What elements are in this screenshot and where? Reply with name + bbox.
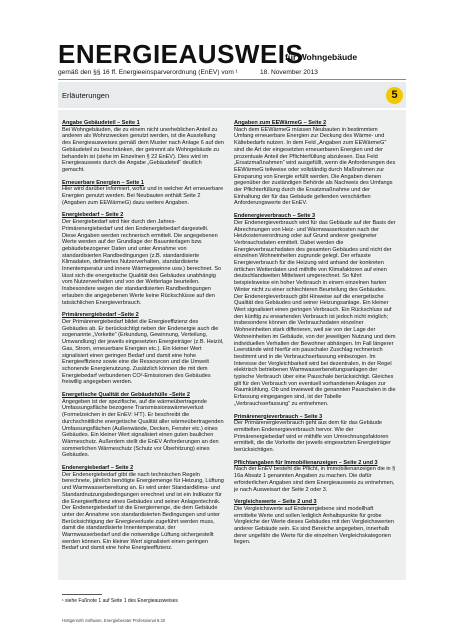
explanation-section	[234, 460, 396, 494]
explanation-section	[62, 212, 224, 306]
section-heading: Energetische Qualität der Gebäudehülle –Seite 2	[62, 392, 190, 399]
section-body: Nach der EnEV besteht die Pflicht, in Immobilienanzeigen die in § 16a Absatz 1 genannten Angaben zu machen. Die dafür erforderlichen Angaben sind dem Energieausweis zu entnehmen, je nach Ausweisart der Seite 2 oder 3.	[234, 466, 396, 493]
header-divider	[58, 79, 406, 80]
footnote: ¹ siehe Fußnote 1 auf Seite 1 des Energieausweises	[62, 598, 178, 604]
regulation-date: 18. November 2013	[260, 69, 318, 76]
section-body: Angegeben ist der spezifische, auf die wärmeübertragende Umfassungsfläche bezogene Transmissionswärmeverlust (Formelzeichen in der EnEV: H'T). Er beschreibt die durchschnittliche energetische Qualität aller wärmeübertragenden Umfassungsflächen (Außenwände, Decken, Fenster etc.) eines Gebäudes. Ein kleiner Wert signalisiert einen guten baulichen Wärmeschutz. Außerdem stellt die EnEV Anforderungen an den sommerlichen Wärmeschutz (Schutz vor Überhitzung) eines Gebäudes.	[62, 398, 224, 459]
section-heading: Pflichtangaben für Immobilienanzeigen – Seite 2 und 3	[234, 459, 378, 466]
section-heading: Primärenergieverbrauch – Seite 3	[234, 413, 323, 420]
page-number-badge: 5	[386, 87, 403, 104]
document-title: ENERGIEAUSWEIS	[58, 39, 304, 69]
software-footer: Hottgenroth Software, Energieberater Professional 8.20	[62, 618, 166, 623]
section-body: Der Energiebedarf wird hier durch den Jahres-Primärenergiebedarf und den Endenergiebedarf dargestellt. Diese Angaben werden rechnerisch ermittelt. Die angegebenen Werte werden auf der Grundlage der Bauunterlagen bzw. gebäudebezogener Daten und unter Annahme von standardisierten Randbedingungen (z.B. standardisierte Klimadaten, definiertes Nutzerverhalten, standardisierte Innentemperatur und innere Wärmegewinne usw.) berechnet. So lässt sich die energetische Qualität des Gebäudes unabhängig vom Nutzerverhalten und von der Wetterlage beurteilen. Insbesondere wegen der standardisierten Randbedingungen erlauben die angegebenen Werte keine Rückschlüsse auf den tatsächlichen Energieverbrauch.	[62, 219, 222, 306]
footnote-divider	[62, 594, 102, 595]
section-heading: Endenergiebedarf – Seite 2	[62, 465, 134, 472]
section-heading: Vergleichswerte – Seite 2 und 3	[234, 499, 317, 506]
explanation-section	[62, 180, 224, 207]
section-band	[58, 82, 406, 108]
document-subtitle: für Wohngebäude	[285, 52, 358, 62]
section-heading: Angabe Gebäudeteil – Seite 1	[62, 120, 140, 126]
section-body: Der Endenergiebedarf gibt die nach technischen Regeln berechnete, jährlich benötigte Energiemenge für Heizung, Lüftung und Warmwasserbereitung an. Er wird unter Standardklima- und Standardnutzungsbedingungen errechnet und ist ein Indikator für die Energieeffizienz eines Gebäudes und seiner Anlagentechnik. Der Endenergiebedarf ist die Energiemenge, die dem Gebäude unter der Annahme von standardisierten Bedingungen und unter Berücksichtigung der Energieverluste zugeführt werden muss, damit die standardisierte Innentemperatur, der Warmwasserbedarf und die notwendige Lüftung sichergestellt werden können. Ein kleiner Wert signalisiert einen geringen Bedarf und damit eine hohe Energieeffizienz.	[62, 471, 224, 552]
section-heading: Energiebedarf – Seite 2	[62, 212, 124, 219]
section-body: Die Vergleichswerte auf Endenergiebene sind modellhaft ermittelte Werte und sollen lediglich Anhaltspunkte für grobe Vergleiche der Werte dieses Gebäudes mit den Vergleichswerten anderer Gebäude sein. Es sind Bereiche angegeben, innerhalb derer ungefähr die Werte für die einzelnen Vergleichskategorien liegen.	[234, 505, 394, 546]
explanation-section	[234, 499, 396, 546]
explanation-section	[234, 120, 396, 207]
section-body: Der Primärenergieverbrauch geht aus dem für das Gebäude ermittelten Endenergieverbrauch hervor. Wie der Primärenergiebedarf wird er mithilfe von Umrechnungsfaktoren ermittelt, die die Vorkette der jeweils eingesetzten Energieträger berücksichtigen.	[234, 420, 391, 454]
section-body: Hier wird darüber informiert, wofür und in welcher Art erneuerbare Energien genutzt werden. Bei Neubauten enthält Seite 2 (Angaben zum EEWärmeG) dazu weitere Angaben.	[62, 186, 224, 206]
explanation-section	[234, 213, 396, 407]
section-heading: Primärenergiebedarf –Seite 2	[62, 312, 139, 319]
section-title: Erläuterungen	[62, 91, 110, 100]
right-column	[234, 120, 396, 552]
explanation-section	[62, 465, 224, 552]
section-body: Der Primärenergiebedarf bildet die Energieeffizienz des Gebäudes ab. Er berücksichtigt neben der Endenergie auch die sogenannte „Vorkette“ (Erkundung, Gewinnung, Verteilung, Umwandlung) der jeweils eingesetzten Energieträger (z.B. Heizöl, Gas, Strom, erneuerbare Energien etc.). Ein kleiner Wert signalisiert einen geringen Bedarf und damit eine hohe Energieeffizienz sowie eine die Ressourcen und die Umwelt schonende Energienutzung. Zusätzlich können die mit dem Energiebedarf verbundenen CO²-Emissionen des Gebäudes freiwillig angegeben werden.	[62, 318, 224, 386]
section-heading: Erneuerbare Energien – Seite 1	[62, 179, 145, 186]
section-body: Nach dem EEWärmeG müssen Neubauten in bestimmtem Umfang erneuerbare Energien zur Deckung des Wärme- und Kältebedarfs nutzen. In dem Feld „Angaben zum EEWärmeG“ sind die Art der eingesetzten erneuerbaren Energien und der prozentuale Anteil der Pflichterfüllung abzulesen. Das Feld „Ersatzmaßnahmen“ wird ausgefüllt, wenn die Anforderungen des EEWärmeG teilweise oder vollständig durch Maßnahmen zur Einsparung von Energie erfüllt werden. Die Angaben dienen gegenüber der zuständigen Behörde als Nachweis des Umfangs der Pflichterfüllung durch die Ersatzmaßnahme und der Einhaltung der für das Gebäude geltenden verschärften Anforderungswerte der EnEV.	[234, 126, 396, 207]
section-body: Bei Wohngebäuden, die zu einem nicht unerheblichen Anteil zu anderen als Wohnzwecken genutzt werden, ist die Ausstellung des Energieausweises gemäß dem Muster nach Anlage 6 auf den Gebäudeteil zu beschränken, der getrennt als Wohngebäude zu behandeln ist (siehe im Einzelnen § 22 EnEV). Dies wird im Energieausweis durch die Angabe „Gebäudeteil“ deutlich gemacht.	[62, 126, 224, 173]
explanation-section	[62, 312, 224, 386]
section-heading: Angaben zum EEWärmeG – Seite 2	[234, 120, 327, 126]
section-body: Der Endenergieverbrauch wird für das Gebäude auf der Basis der Abrechnungen von Heiz- und Warmwasserkosten nach der Heizkostenverordnung oder auf Grund anderer geeigneter Verbrauchsdaten ermittelt. Dabei werden die Energieverbrauchsdaten des gesamten Gebäudes und nicht der einzelnen Wohneinheiten zugrunde gelegt. Der erfasste Energieverbrauch für die Heizung wird anhand der konkreten örtlichen Wetterdaten und mithilfe von Klimafaktoren auf einen deutschlandweiten Mittelwert umgerechnet. So führt beispielsweise ein hoher Verbrauch in einem einzelnen harten Winter nicht zu einer schlechteren Beurteilung des Gebäudes. Der Endenergieverbrauch gibt Hinweise auf die energetische Qualität des Gebäudes und seiner Heizungsanlage. Ein kleiner Wert signalisiert einen geringen Verbrauch. Ein Rückschluss auf den künftig zu erwartenden Verbrauch ist jedoch nicht möglich; insbesondere können die Verbrauchsdaten einzelner Wohneinheiten stark differieren, weil sie von der Lage der Wohneinheiten im Gebäude, von der jeweiligen Nutzung und dem individuellen Verhalten der Bewohner abhängen. Im Fall längerer Leerstände wird hierfür ein pauschaler Zuschlag rechnerisch bestimmt und in die Verbrauchserfassung einbezogen. Im Interesse der Vergleichbarkeit wird bei dezentralen, in der Regel elektrisch betriebenen Warmwasserbereitungsanlagen der typische Verbrauch über eine Pauschale berücksichtigt. Gleiches gilt für den Verbrauch von eventuell vorhandenen Anlagen zur Raumkühlung. Ob und inwieweit die genannten Pauschalen in die Erfassung eingegangen sind, ist der Tabelle „Verbrauchserfassung“ zu entnehmen.	[234, 219, 396, 407]
left-column	[62, 120, 224, 558]
explanation-section	[62, 392, 224, 459]
section-heading: Endenergieverbrauch – Seite 3	[234, 213, 316, 220]
explanation-section	[234, 414, 396, 454]
legal-basis: gemäß den §§ 16 ff. Energieeinsparverordnung (EnEV) vom ¹	[58, 69, 238, 76]
explanation-section	[62, 120, 224, 174]
